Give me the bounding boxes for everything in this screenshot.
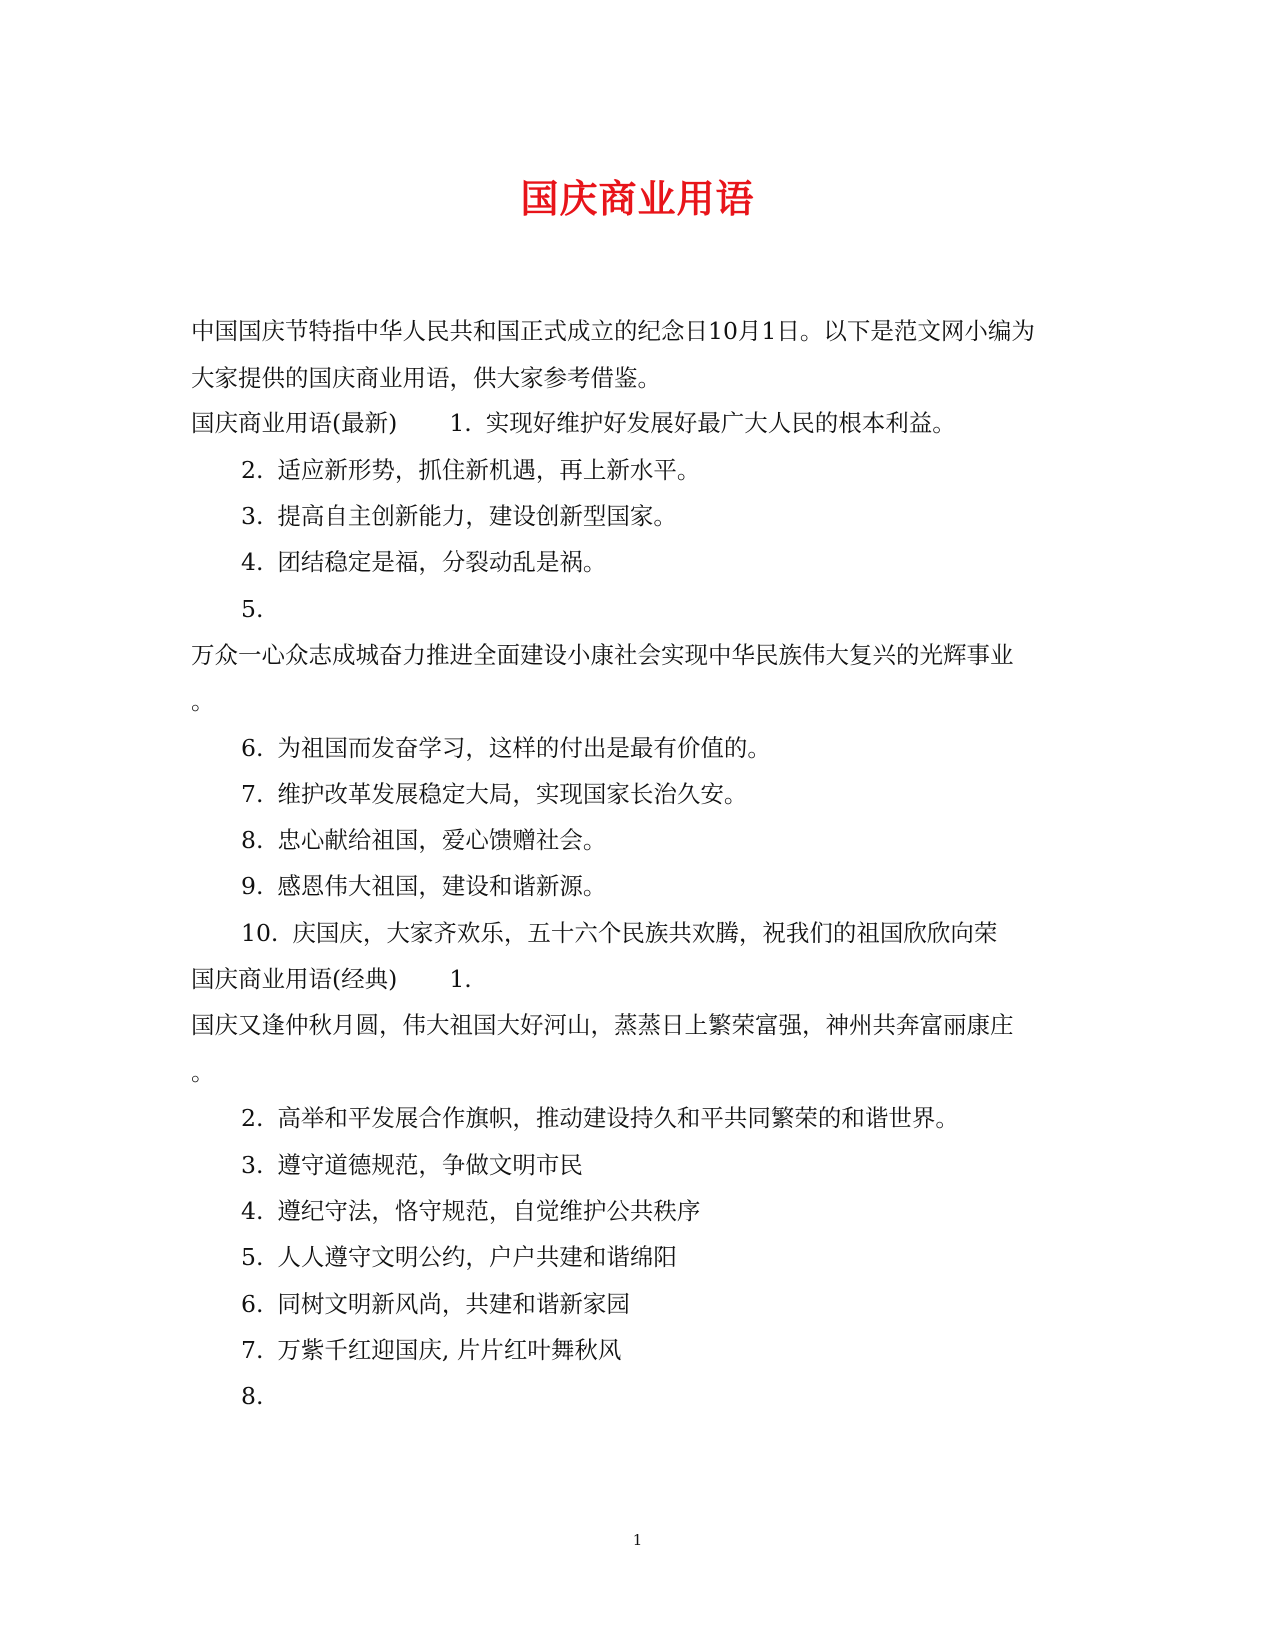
list-number: 4. bbox=[241, 548, 264, 576]
list-item-text: 为祖国而发奋学习，这样的付出是最有价值的。 bbox=[277, 734, 771, 762]
document-title: 国庆商业用语 bbox=[520, 176, 755, 221]
intro-line-1: 中国国庆节特指中华人民共和国正式成立的纪念日10月1日。以下是范文网小编为 bbox=[191, 317, 1035, 345]
list-number: 7. bbox=[241, 1336, 264, 1364]
section-2-heading: 国庆商业用语(经典) bbox=[191, 965, 398, 993]
list-number: 7. bbox=[241, 780, 264, 808]
list-item-text: 忠心献给祖国，爱心馈赠社会。 bbox=[277, 826, 607, 854]
list-item-text: 遵守道德规范，争做文明市民 bbox=[277, 1151, 583, 1179]
list-item-text: 遵纪守法，恪守规范，自觉维护公共秩序 bbox=[277, 1197, 701, 1225]
list-number: 8. bbox=[241, 826, 264, 854]
list-item bbox=[241, 1289, 630, 1319]
list-number: 9. bbox=[241, 872, 264, 900]
list-item bbox=[241, 594, 277, 624]
list-item-text: 万紫千红迎国庆, 片片红叶舞秋风 bbox=[277, 1336, 622, 1364]
page-number: 1 bbox=[632, 1531, 643, 1549]
list-item bbox=[241, 455, 700, 485]
section-1-heading: 国庆商业用语(最新) bbox=[191, 409, 398, 437]
list-item-text: 人人遵守文明公约，户户共建和谐绵阳 bbox=[277, 1243, 677, 1271]
list-item-text: 团结稳定是福，分裂动乱是祸。 bbox=[277, 548, 607, 576]
list-item-text: 庆国庆，大家齐欢乐，五十六个民族共欢腾，祝我们的祖国欣欣向荣 bbox=[292, 919, 998, 947]
list-number: 1. bbox=[449, 409, 472, 437]
list-number: 4. bbox=[241, 1197, 264, 1225]
list-item bbox=[241, 779, 747, 809]
list-item bbox=[241, 733, 771, 763]
list-number: 3. bbox=[241, 502, 264, 530]
list-number: 3. bbox=[241, 1151, 264, 1179]
list-item bbox=[241, 1196, 700, 1226]
list-number: 10. bbox=[241, 919, 279, 947]
list-item-continuation: 。 bbox=[191, 1058, 215, 1086]
list-item-continuation: 国庆又逢仲秋月圆，伟大祖国大好河山，蒸蒸日上繁荣富强，神州共奔富丽康庄 bbox=[191, 1011, 1014, 1039]
intro-line-2: 大家提供的国庆商业用语，供大家参考借鉴。 bbox=[191, 364, 661, 392]
list-number: 8. bbox=[241, 1382, 264, 1410]
list-item bbox=[241, 1242, 677, 1272]
list-number: 2. bbox=[241, 456, 264, 484]
list-item-text: 维护改革发展稳定大局，实现国家长治久安。 bbox=[277, 780, 748, 808]
list-number: 6. bbox=[241, 1290, 264, 1318]
section-1-heading-line bbox=[191, 408, 956, 438]
list-item bbox=[241, 1381, 277, 1411]
list-item bbox=[241, 1335, 621, 1365]
list-item bbox=[241, 547, 606, 577]
list-number: 5. bbox=[241, 595, 264, 623]
list-item bbox=[241, 918, 997, 948]
list-item bbox=[241, 1150, 583, 1180]
list-item-text: 同树文明新风尚，共建和谐新家园 bbox=[277, 1290, 630, 1318]
section-2-heading-line bbox=[191, 964, 486, 994]
list-item bbox=[241, 825, 606, 855]
list-item-text: 感恩伟大祖国，建设和谐新源。 bbox=[277, 872, 607, 900]
list-item bbox=[241, 871, 606, 901]
list-item-continuation: 万众一心众志成城奋力推进全面建设小康社会实现中华民族伟大复兴的光辉事业 bbox=[191, 641, 1014, 669]
list-number: 5. bbox=[241, 1243, 264, 1271]
list-item-text: 提高自主创新能力，建设创新型国家。 bbox=[277, 502, 677, 530]
list-item-text: 实现好维护好发展好最广大人民的根本利益。 bbox=[485, 409, 956, 437]
list-number: 1. bbox=[449, 965, 472, 993]
list-number: 6. bbox=[241, 734, 264, 762]
list-item bbox=[241, 501, 677, 531]
list-item-continuation: 。 bbox=[191, 687, 215, 715]
list-item-text: 高举和平发展合作旗帜，推动建设持久和平共同繁荣的和谐世界。 bbox=[277, 1104, 959, 1132]
list-item bbox=[241, 1103, 959, 1133]
list-number: 2. bbox=[241, 1104, 264, 1132]
list-item-text: 适应新形势，抓住新机遇，再上新水平。 bbox=[277, 456, 701, 484]
